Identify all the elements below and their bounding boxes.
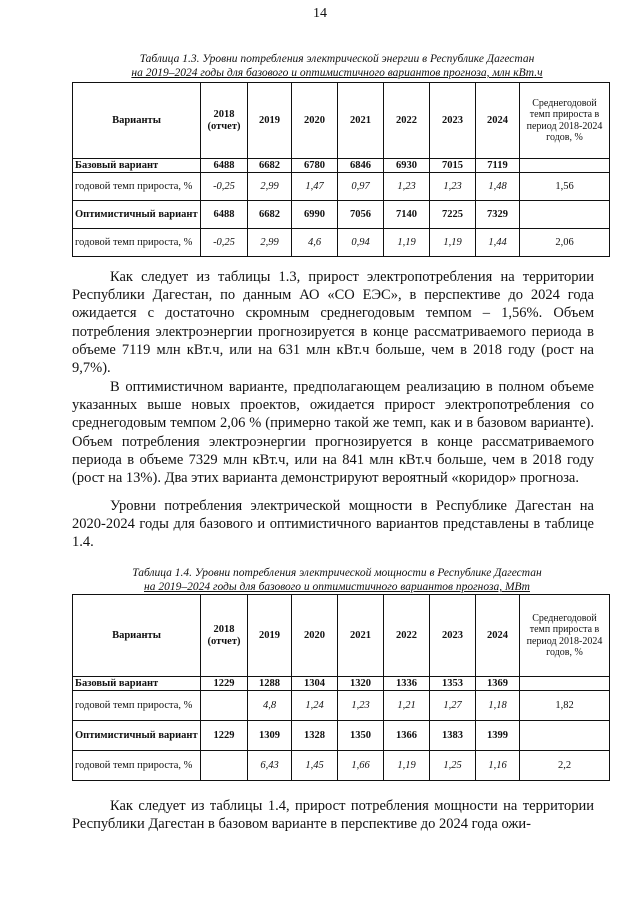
cell <box>201 751 248 781</box>
cell: 4,8 <box>248 691 292 721</box>
header-cell: 2021 <box>338 595 384 677</box>
table-row <box>73 229 610 257</box>
caption-line-2: на 2019–2024 годы для базового и оптимистичного вариантов прогноза, МВт <box>144 581 530 593</box>
header-cell: 2022 <box>384 83 430 159</box>
cell: 6780 <box>292 159 338 173</box>
cell: 6682 <box>248 159 292 173</box>
cell <box>520 201 610 229</box>
cell: 1229 <box>201 677 248 691</box>
row-label: Базовый вариант <box>73 159 201 173</box>
cell: 6682 <box>248 201 292 229</box>
cell: 4,6 <box>292 229 338 257</box>
cell: 6488 <box>201 159 248 173</box>
cell: 1304 <box>292 677 338 691</box>
cell: -0,25 <box>201 229 248 257</box>
cell: 1309 <box>248 721 292 751</box>
table-1-4-caption <box>74 566 600 594</box>
row-label: Базовый вариант <box>73 677 201 691</box>
cell: 7140 <box>384 201 430 229</box>
cell <box>201 691 248 721</box>
cell: 1336 <box>384 677 430 691</box>
page-number: 14 <box>313 6 327 21</box>
cell: 6,43 <box>248 751 292 781</box>
cell: 0,94 <box>338 229 384 257</box>
cell: 1,45 <box>292 751 338 781</box>
row-label: годовой темп прироста, % <box>73 173 201 201</box>
cell <box>520 159 610 173</box>
cell: 1320 <box>338 677 384 691</box>
row-label: Оптимистичный вариант <box>73 201 201 229</box>
cell: 1,19 <box>430 229 476 257</box>
cell: 1,19 <box>384 229 430 257</box>
row-label: годовой темп прироста, % <box>73 691 201 721</box>
header-cell: Среднегодовой темп прироста в период 2018-2024 годов, % <box>520 83 610 159</box>
cell: 1,23 <box>430 173 476 201</box>
header-cell: Варианты <box>73 83 201 159</box>
paragraph-4: Как следует из таблицы 1.4, прирост потребления мощности на территории Республики Дагестан в базовом варианте в перспективе до 2024 года ожи- <box>72 798 594 833</box>
row-label: годовой темп прироста, % <box>73 751 201 781</box>
cell: 6846 <box>338 159 384 173</box>
cell: 1,21 <box>384 691 430 721</box>
header-cell: 2024 <box>476 83 520 159</box>
table-row <box>73 691 610 721</box>
cell <box>520 721 610 751</box>
table-row <box>73 721 610 751</box>
cell: 7015 <box>430 159 476 173</box>
cell: 2,99 <box>248 173 292 201</box>
table-row <box>73 751 610 781</box>
cell: 1,16 <box>476 751 520 781</box>
cell: 1,24 <box>292 691 338 721</box>
caption-line-2: на 2019–2024 годы для базового и оптимистичного вариантов прогноза, млн кВт.ч <box>131 67 543 79</box>
cell: -0,25 <box>201 173 248 201</box>
cell: 1,23 <box>384 173 430 201</box>
cell: 1288 <box>248 677 292 691</box>
cell: 1,44 <box>476 229 520 257</box>
cell: 1,66 <box>338 751 384 781</box>
cell: 1399 <box>476 721 520 751</box>
caption-line-1: Таблица 1.3. Уровни потребления электрической энергии в Республике Дагестан <box>139 53 535 65</box>
header-cell: 2018 (отчет) <box>201 83 248 159</box>
cell: 7329 <box>476 201 520 229</box>
cell: 1,23 <box>338 691 384 721</box>
paragraph-3: Уровни потребления электрической мощности в Республике Дагестан на 2020-2024 годы для базового и оптимистичного вариантов представлены в таблице 1.4. <box>72 498 594 551</box>
cell: 2,2 <box>520 751 610 781</box>
cell: 6488 <box>201 201 248 229</box>
table-1-3 <box>72 82 610 257</box>
header-row <box>73 595 610 677</box>
cell: 6930 <box>384 159 430 173</box>
cell: 1,27 <box>430 691 476 721</box>
header-cell: Среднегодовой темп прироста в период 2018-2024 годов, % <box>520 595 610 677</box>
row-label: Оптимистичный вариант <box>73 721 201 751</box>
cell: 7225 <box>430 201 476 229</box>
table-row <box>73 159 610 173</box>
header-cell: 2018 (отчет) <box>201 595 248 677</box>
row-label: годовой темп прироста, % <box>73 229 201 257</box>
table-row <box>73 173 610 201</box>
cell: 1353 <box>430 677 476 691</box>
header-cell: 2023 <box>430 595 476 677</box>
cell: 1369 <box>476 677 520 691</box>
header-cell: 2020 <box>292 83 338 159</box>
table-row <box>73 201 610 229</box>
cell: 0,97 <box>338 173 384 201</box>
cell: 1350 <box>338 721 384 751</box>
header-cell: 2024 <box>476 595 520 677</box>
cell: 1,47 <box>292 173 338 201</box>
header-cell: 2019 <box>248 595 292 677</box>
table-1-4 <box>72 594 610 781</box>
header-cell: 2019 <box>248 83 292 159</box>
cell: 2,99 <box>248 229 292 257</box>
cell: 1,48 <box>476 173 520 201</box>
cell: 7119 <box>476 159 520 173</box>
cell: 1,18 <box>476 691 520 721</box>
header-row <box>73 83 610 159</box>
cell: 1328 <box>292 721 338 751</box>
header-cell: 2021 <box>338 83 384 159</box>
cell: 1,19 <box>384 751 430 781</box>
cell <box>520 677 610 691</box>
cell: 2,06 <box>520 229 610 257</box>
cell: 1366 <box>384 721 430 751</box>
header-cell: Варианты <box>73 595 201 677</box>
table-row <box>73 677 610 691</box>
header-cell: 2020 <box>292 595 338 677</box>
cell: 1383 <box>430 721 476 751</box>
cell: 6990 <box>292 201 338 229</box>
cell: 7056 <box>338 201 384 229</box>
paragraph-1: Как следует из таблицы 1.3, прирост электропотребления на территории Республики Дагестан, по данным АО «СО ЕЭС», в перспективе до 2024 года ожидается с достаточно скромным среднегодовым темпом – 1,56%. Объем потребления электроэнергии прогнозируется в конце рассматриваемого периода в объеме 7119 млн кВт.ч, или на 631 млн кВт.ч больше, чем в 2018 году (рост на 9,7%). <box>72 269 594 377</box>
cell: 1229 <box>201 721 248 751</box>
caption-line-1: Таблица 1.4. Уровни потребления электрической мощности в Республике Дагестан <box>132 567 542 579</box>
cell: 1,56 <box>520 173 610 201</box>
paragraph-2: В оптимистичном варианте, предполагающем реализацию в полном объеме указанных выше новых проектов, ожидается прирост электропотребления со среднегодовым темпом 2,06 % (примерно такой же темп, как и в базовом варианте). Объем потребления электроэнергии прогнозируется в конце рассматриваемого периода в объеме 7329 млн кВт.ч, или на 841 млн кВт.ч больше, чем в 2018 году (рост на 13%). Два этих варианта демонстрируют вероятный «коридор» прогноза. <box>72 379 594 487</box>
header-cell: 2022 <box>384 595 430 677</box>
cell: 1,82 <box>520 691 610 721</box>
cell: 1,25 <box>430 751 476 781</box>
header-cell: 2023 <box>430 83 476 159</box>
table-1-3-caption <box>74 52 600 80</box>
